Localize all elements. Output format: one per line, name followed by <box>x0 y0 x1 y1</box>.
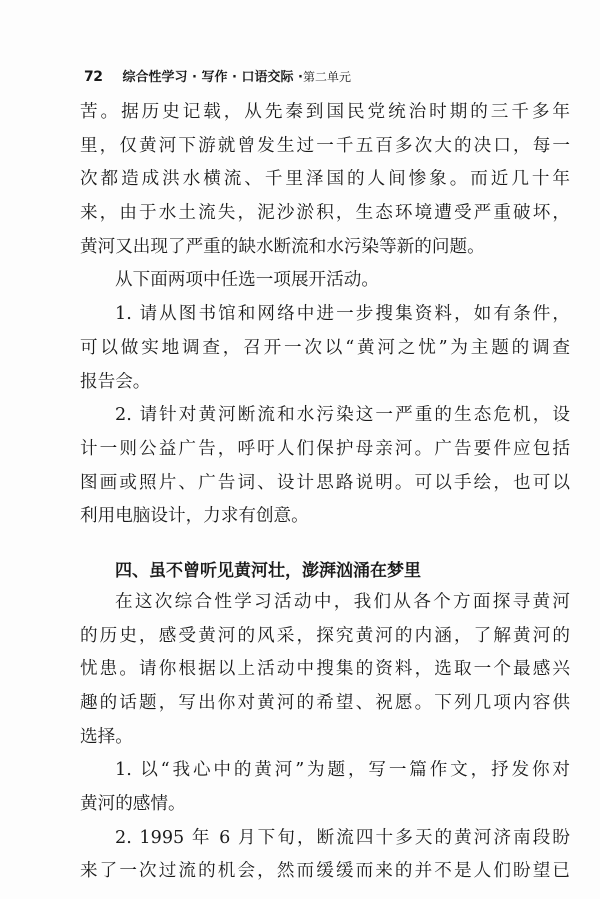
text-line: 忧患。请你根据以上活动中搜集的资料，选取一个最感兴 <box>80 659 570 680</box>
text-line: 苦。据历史记载，从先秦到国民党统治时期的三千多年 <box>80 102 570 122</box>
text-line: 黄河又出现了严重的缺水断流和水污染等新的问题。 <box>80 236 485 257</box>
text-line: 2. 1995 年 6 月下旬，断流四十多天的黄河济南段盼 <box>115 827 570 848</box>
paragraph-intro <box>80 586 570 754</box>
activity-item-2 <box>80 399 570 534</box>
page-number: 72 <box>84 69 103 85</box>
activity-item-1 <box>80 298 570 399</box>
text-line: 1. 请从图书馆和网络中进一步搜集资料，如有条件， <box>115 304 570 325</box>
section-heading: 四、虽不曾听见黄河壮，澎湃汹涌在梦里 <box>115 560 421 581</box>
text-line: 1. 以“我心中的黄河”为题，写一篇作文，抒发你对 <box>115 760 570 781</box>
text-line: 黄河的感情。 <box>80 794 186 815</box>
text-line: 图画或照片、广告词、设计思路说明。可以手绘，也可以 <box>80 472 570 493</box>
text-line: 来，由于水土流失，泥沙淤积，生态环境遭受严重破坏， <box>80 203 570 224</box>
text-line: 次都造成洪水横流、千里泽国的人间惨象。而近几十年 <box>80 169 570 190</box>
paragraph-instruction <box>80 264 570 298</box>
option-item-1 <box>80 754 570 821</box>
text-line: 可以做实地调查，召开一次以“黄河之忧”为主题的调查 <box>80 337 570 358</box>
text-line: 从下面两项中任选一项展开活动。 <box>115 270 379 291</box>
text-line: 的历史，感受黄河的风采，探究黄河的内涵，了解黄河的 <box>80 625 570 646</box>
text-line: 选择。 <box>80 726 133 747</box>
running-header <box>84 66 351 85</box>
section-title: 综合性学习 · 写作 · 口语交际 · <box>122 70 303 85</box>
text-line: 来了一次过流的机会，然而缓缓而来的并不是人们盼望已 <box>80 861 570 882</box>
paragraph-history <box>80 96 570 264</box>
text-line: 报告会。 <box>80 371 151 392</box>
text-line: 2. 请针对黄河断流和水污染这一严重的生态危机，设 <box>115 405 570 426</box>
text-line: 计一则公益广告，呼吁人们保护母亲河。广告要件应包括 <box>80 438 570 459</box>
text-line: 在这次综合性学习活动中，我们从各个方面探寻黄河 <box>115 591 570 612</box>
text-line: 里，仅黄河下游就曾发生过一千五百多次大的决口，每一 <box>80 135 570 156</box>
unit-title: 第二单元 <box>302 70 351 84</box>
option-item-2 <box>80 822 570 889</box>
page-body <box>80 96 570 889</box>
text-line: 趣的话题，写出你对黄河的希望、祝愿。下列几项内容供 <box>80 693 570 713</box>
text-line: 利用电脑设计，力求有创意。 <box>80 506 309 527</box>
